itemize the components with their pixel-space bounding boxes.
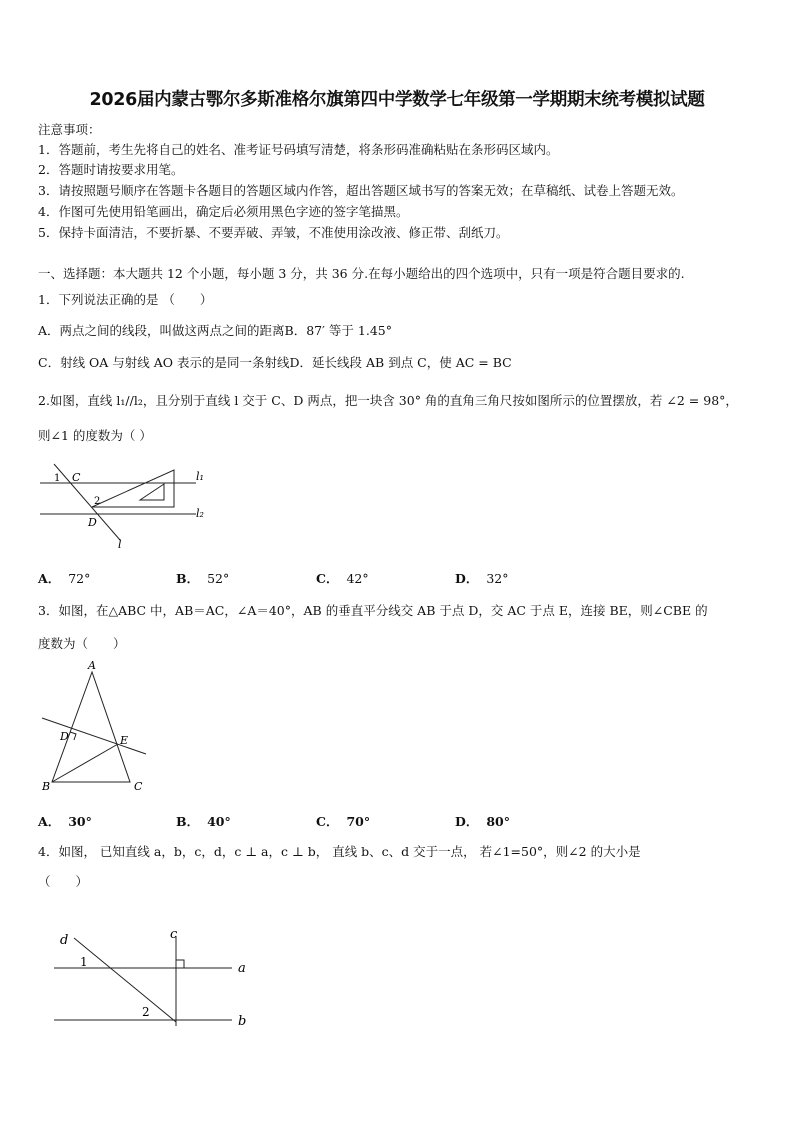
right-angle-mark (176, 960, 184, 968)
q2-figure (36, 462, 216, 554)
q3-stem: 3．如图，在△ABC 中，AB＝AC，∠A＝40°，AB 的垂直平分线交 AB 于点 D，交 AC 于点 E，连接 BE，则∠CBE 的 (38, 603, 708, 618)
segment-be (52, 744, 118, 782)
angle-1-label: 1 (80, 955, 88, 969)
notice-item: 3．请按照题号顺序在答题卡各题目的答题区域内作答，超出答题区域书写的答案无效；在草稿纸、试卷上答题无效。 (38, 183, 684, 198)
q3-option-b[interactable]: B． 40° (176, 814, 231, 829)
label-b: b (238, 1014, 247, 1029)
label-d: d (60, 933, 69, 948)
q3-option-c[interactable]: C． 70° (316, 814, 371, 829)
angle-1-label: 1 (54, 473, 61, 484)
line-d (74, 938, 176, 1022)
triangle-abc (52, 672, 130, 782)
page-title: 2026届内蒙古鄂尔多斯准格尔旗第四中学数学七年级第一学期期末统考模拟试题 (89, 90, 705, 110)
q3-figure (36, 660, 156, 796)
set-square (92, 470, 174, 507)
q1-options-cd: C．射线 OA 与射线 AO 表示的是同一条射线D．延长线段 AB 到点 C，使 AC = BC (38, 355, 512, 370)
q2-stem-cont: 则∠1 的度数为（ ） (38, 428, 152, 443)
label-a: a (238, 961, 246, 976)
notice-item: 1．答题前，考生先将自己的姓名、准考证号码填写清楚，将条形码准确粘贴在条形码区域内。 (38, 142, 559, 157)
right-angle-mark (70, 732, 76, 740)
label-l1: l₁ (196, 470, 204, 483)
q3-option-d[interactable]: D． 80° (455, 814, 510, 829)
q4-stem-cont: （ ） (38, 874, 89, 889)
perpendicular-bisector (42, 718, 146, 754)
q4-stem: 4．如图， 已知直线 a，b，c，d，c ⊥ a，c ⊥ b， 直线 b、c、d 交于一点， 若∠1=50°，则∠2 的大小是 (38, 844, 641, 859)
line-l (54, 464, 120, 540)
label-E: E (120, 734, 129, 747)
notice-item: 5．保持卡面清洁，不要折暴、不要弄破、弄皱，不准使用涂改液、修正带、刮纸刀。 (38, 225, 509, 240)
label-l: l (118, 538, 122, 551)
label-C: C (72, 471, 81, 484)
notice-heading: 注意事项： (38, 122, 101, 137)
notice-item: 4．作图可先使用铅笔画出，确定后必须用黑色字迹的签字笔描黑。 (38, 204, 409, 219)
q4-figure (46, 926, 266, 1034)
notice-item: 2．答题时请按要求用笔。 (38, 162, 184, 177)
label-C: C (134, 780, 143, 793)
label-c: c (170, 927, 178, 942)
label-D: D (60, 730, 69, 743)
label-B: B (42, 780, 51, 793)
label-D: D (88, 516, 97, 529)
q3-option-a[interactable]: A． 30° (38, 814, 92, 829)
q2-option-a[interactable]: A． 72° (38, 571, 91, 586)
q1-stem: 1．下列说法正确的是 （ ） (38, 292, 213, 307)
q2-stem: 2.如图，直线 l₁//l₂，且分别于直线 l 交于 C、D 两点，把一块含 30° 角的直角三角尺按如图所示的位置摆放，若 ∠2 = 98°， (38, 393, 738, 408)
q2-option-b[interactable]: B． 52° (176, 571, 230, 586)
q2-option-d[interactable]: D． 32° (455, 571, 509, 586)
angle-2-label: 2 (142, 1005, 150, 1019)
label-l2: l₂ (196, 507, 204, 520)
q2-option-c[interactable]: C． 42° (316, 571, 369, 586)
label-A: A (88, 660, 96, 672)
q1-options-ab: A．两点之间的线段，叫做这两点之间的距离B．87′ 等于 1.45° (38, 323, 392, 338)
set-square-inner (140, 484, 164, 500)
q3-stem-cont: 度数为（ ） (38, 636, 126, 651)
angle-2-label: 2 (94, 496, 101, 507)
section-heading: 一、选择题：本大题共 12 个小题，每小题 3 分，共 36 分.在每小题给出的四个选项中，只有一项是符合题目要求的. (38, 266, 685, 281)
